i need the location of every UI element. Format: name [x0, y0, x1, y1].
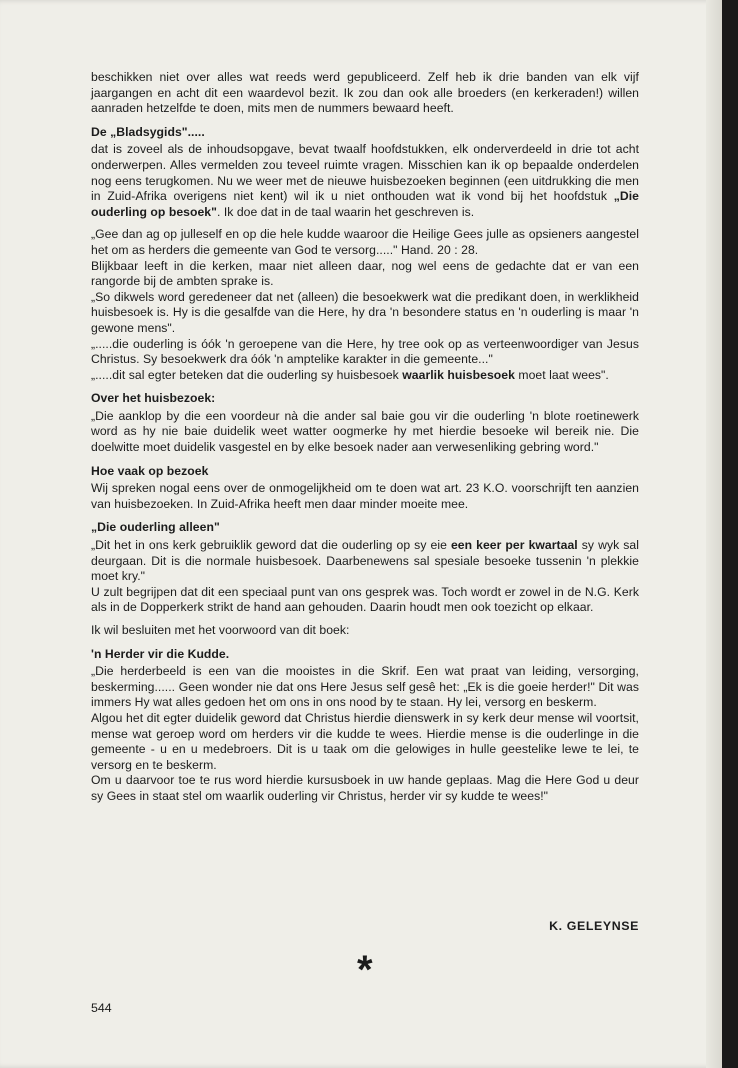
heading-over-huisbezoek: Over het huisbezoek:: [91, 391, 216, 406]
heading-hoe-vaak: Hoe vaak op bezoek: [91, 463, 209, 478]
u-zult-paragraph: U zult begrijpen dat dit een speciaal punt van ons gesprek was. Toch wordt er zowel in de N.G. Kerk als in de Dopperkerk strikt de hand aan gehouden. Daarin houdt men ook toezicht op elkaar.: [91, 584, 639, 615]
om-u-paragraph: Om u daarvoor toe te rus word hierdie kursusboek in uw hande geplaas. Mag die Here God u deur sy Gees in staat stel om waarlik ouderling vir Christus, herder vir sy kudde te wees!": [91, 773, 639, 803]
quote-herder: „Die herderbeeld is een van die mooistes in die Skrif. Een wat praat van leiding, versorging, beskerming...... Geen wonder nie dat ons Here Jesus self gesê het: „Ek is die goeie herder!" Dit was immers Hy wat alles gedoen het om ons in ons nood by te staan. Hy lei, versorg en beskerm.: [91, 664, 639, 710]
bladsygids-paragraph: dat is zoveel als de inhoudsopgave, bevat twaalf hoofdstukken, elk onderverdeeld in drie tot acht onderwerpen. Alles vermelden zou teveel ruimte vragen. Misschien kan ik op bepaalde onderdelen nog eens terugkomen. Nu we weer met de nieuwe huisbezoeken beginnen (een uitdrukking die men in Zuid-Afrika overigens niet kent) wil ik u niet onthouden wat ik vond bij het hoofdstuk „Die ouderling op besoek". Ik doe dat in de taal waarin het geschreven is.: [91, 142, 639, 219]
author-signature: K. GELEYNSE: [549, 919, 639, 933]
article-body: [91, 70, 639, 805]
quote-gee: „Gee dan ag op julleself en op die hele kudde waaroor die Heilige Gees julle as opsieners aangestel het om as herders die gemeente van God te versorg....." Hand. 20 : 28.: [91, 227, 639, 257]
quote-alleen: „Dit het in ons kerk gebruiklik geword dat die ouderling op sy eie een keer per kwartaal sy wyk sal deurgaan. Dit is die normale huisbesoek. Daarbenewens sal spesiale besoeke tussenin 'n plekkie moet kry.": [91, 538, 639, 584]
heading-bladsygids: De „Bladsygids".....: [91, 124, 205, 139]
heading-ouderling-alleen: „Die ouderling alleen": [91, 520, 220, 535]
quote-dit-sal: „.....dit sal egter beteken dat die ouderling sy huisbesoek waarlik huisbesoek moet laat wees".: [91, 367, 609, 382]
quote-aanklop: „Die aanklop by die een voordeur nà die ander sal baie gou vir die ouderling 'n blote roetinewerk word as hy nie baie duidelik weet watter oogmerke hy met hierdie besoeke wil bereik nie. Die doelwitte moet duidelik vasgestel en by elke besoek nader aan verwesenliking gebring word.": [91, 408, 639, 455]
intro-paragraph: beschikken niet over alles wat reeds werd gepubliceerd. Zelf heb ik drie banden van elk vijf jaargangen en acht dit een waardevol bezit. Ik zou dan ook alle broeders (en kerkeraden!) willen aanraden hetzelfde te doen, mits men de nummers bewaard heeft.: [91, 70, 639, 116]
algou-paragraph: Algou het dit egter duidelik geword dat Christus hierdie dienswerk in sy kerk deur mense wil voortsit, mense wat geroep word om herders vir die kudde te wees. Hierdie mense is die ouderlinge in die gemeente - u en u medebroers. Dit is u taak om die gelowiges in hulle geestelike lewe te lei, te versorg en te beskerm.: [91, 710, 639, 772]
page-number: 544: [91, 1001, 112, 1015]
quote-ook-geroepene: „.....die ouderling is óók 'n geroepene van die Here, hy tree ook op as verteenwoordiger van Jesus Christus. Sy besoekwerk dra óók 'n amptelike karakter in die gemeente...": [91, 336, 639, 367]
page-edge: [706, 0, 722, 1068]
quote-so-dikwels: „So dikwels word geredeneer dat net (alleen) die besoekwerk wat die predikant doen, in werklikheid huisbesoek is. Hy is die gesalfde van die Here, hy dra 'n besondere status en 'n ouderling is maar 'n gewone mens".: [91, 289, 639, 335]
blijkbaar-paragraph: Blijkbaar leeft in die kerken, maar niet alleen daar, nog wel eens de gedachte dat er van een rangorde bij de ambten sprake is.: [91, 258, 639, 289]
heading-herder: 'n Herder vir die Kudde.: [91, 646, 230, 661]
hoe-vaak-paragraph: Wij spreken nogal eens over de onmogelijkheid om te doen wat art. 23 K.O. voorschrijft ten aanzien van huisbezoeken. In Zuid-Afrika heeft men daar minder moeite mee.: [91, 481, 639, 511]
asterisk-separator: *: [357, 948, 373, 992]
besluiten-paragraph: Ik wil besluiten met het voorwoord van dit boek:: [91, 623, 350, 637]
